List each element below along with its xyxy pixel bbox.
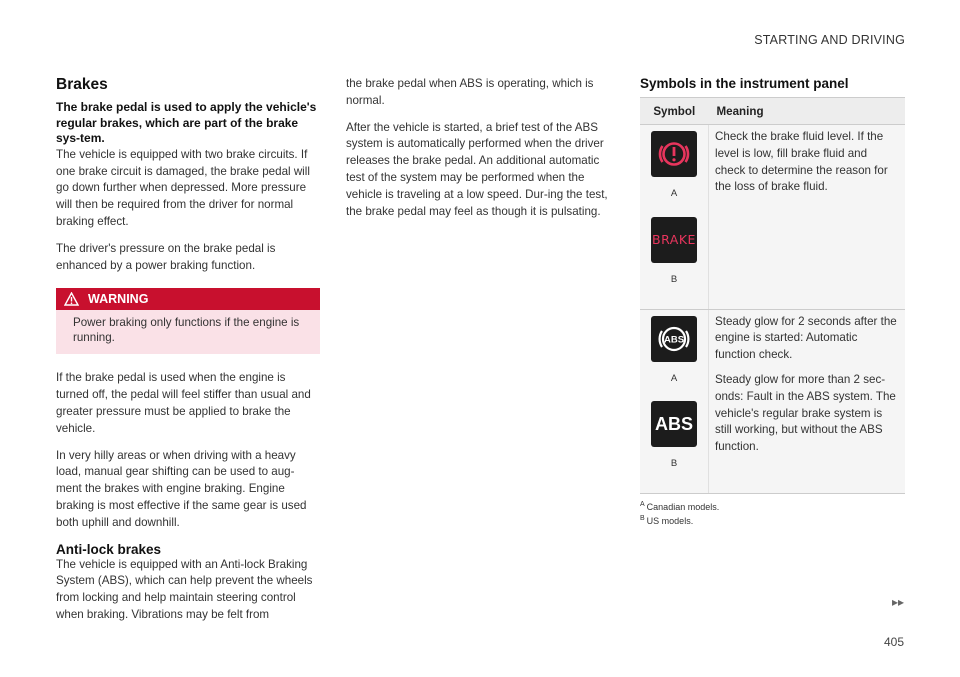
paragraph: The vehicle is equipped with two brake circuits. If one brake circuit is damaged, the brake pedal will go down further when depressed. More pressure will then be required from the driver for normal braking effect. bbox=[56, 147, 310, 228]
brake-text-icon bbox=[651, 217, 697, 263]
paragraph: After the vehicle is started, a brief test of the ABS system is automatically performed when the driver releases the brake pedal. An additional automatic test of the system may be performed when the vehicle is traveling at a low speed. Dur-ing the test, the brake pedal may feel as though it is pulsating. bbox=[346, 120, 608, 218]
page-number: 405 bbox=[883, 635, 904, 649]
section-header: STARTING AND DRIVING bbox=[754, 33, 905, 47]
column-header-meaning: Meaning bbox=[709, 98, 906, 125]
paragraph: If the brake pedal is used when the engine is turned off, the pedal will feel stiffer than usual and greater pressure must be applied to brake the vehicle. bbox=[56, 371, 311, 435]
table-title: Symbols in the instrument panel bbox=[640, 76, 849, 91]
symbols-table bbox=[640, 97, 905, 494]
column-left bbox=[56, 76, 320, 634]
paragraph: the brake pedal when ABS is operating, which is normal. bbox=[346, 77, 594, 107]
meaning-text: Steady glow for 2 seconds after the engine is started: Automatic function check. bbox=[715, 314, 897, 362]
abs-circle-icon bbox=[651, 316, 697, 362]
warning-header bbox=[56, 288, 320, 310]
page-title: Brakes bbox=[56, 76, 108, 93]
brake-warning-icon bbox=[651, 131, 697, 177]
footnote: $^B$ US models. bbox=[640, 514, 694, 526]
meaning-text: Steady glow for more than 2 sec-onds: Fault in the ABS system. The vehicle's regular brake system is still working, but without the ABS function. bbox=[715, 372, 896, 454]
meaning-text: Check the brake fluid level. If the level is low, fill brake fluid and check to determine the reason for the loss of brake fluid. bbox=[715, 130, 888, 194]
paragraph: In very hilly areas or when driving with a heavy load, manual gear shifting can be used to aug-ment the brakes with engine braking. Engine braking is most effective if the same gear is used both uphill and downhill. bbox=[56, 448, 307, 529]
subsection-title: Anti-lock brakes bbox=[56, 541, 162, 557]
abs-icon-text: ABS bbox=[654, 414, 693, 435]
symbol-cell bbox=[640, 125, 709, 310]
warning-title: WARNING bbox=[88, 292, 149, 307]
abs-text-icon bbox=[651, 401, 697, 447]
warning-box bbox=[56, 288, 320, 354]
table-row bbox=[640, 309, 905, 494]
region-label: A bbox=[670, 188, 678, 199]
table-row bbox=[640, 125, 905, 310]
intro-text: The brake pedal is used to apply the vehicle's regular brakes, which are part of the brake sys-tem. bbox=[56, 100, 317, 146]
region-label: B bbox=[670, 273, 678, 285]
footnote: $^A$ Canadian models. bbox=[640, 501, 720, 513]
meaning-cell bbox=[709, 125, 906, 310]
region-label: B bbox=[670, 458, 678, 470]
meaning-cell bbox=[709, 309, 906, 494]
region-label: A bbox=[670, 372, 678, 384]
column-right bbox=[640, 76, 905, 527]
symbol-cell bbox=[640, 309, 709, 494]
column-header-symbol: Symbol bbox=[640, 98, 709, 125]
paragraph: The vehicle is equipped with an Anti-lock Braking System (ABS), which can help prevent the wheels from locking and help maintain steering control when braking. Vibrations may be felt from bbox=[56, 557, 313, 622]
brake-icon-text: BRAKE bbox=[652, 231, 696, 247]
warning-text: Power braking only functions if the engine is running. bbox=[56, 310, 320, 354]
footnotes bbox=[640, 500, 905, 527]
paragraph: The driver's pressure on the brake pedal is enhanced by a power braking function. bbox=[56, 241, 276, 272]
column-middle bbox=[346, 76, 614, 230]
abs-circle-icon-text: ABS bbox=[663, 334, 685, 346]
next-page-arrows: ▸▸ bbox=[891, 595, 904, 609]
warning-triangle-icon bbox=[64, 292, 79, 306]
